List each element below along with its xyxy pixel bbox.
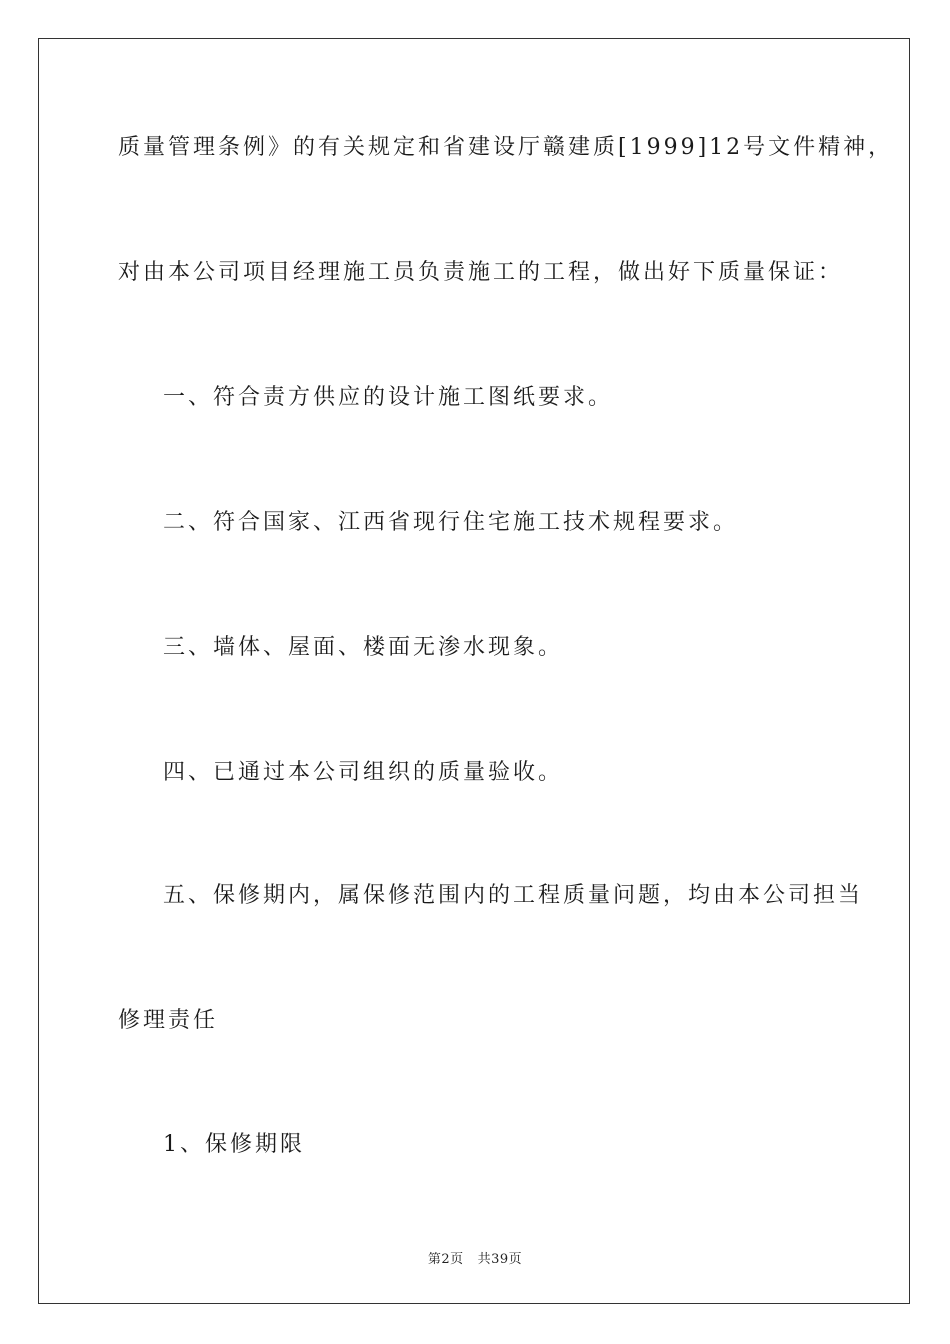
body-line-1: 质量管理条例》的有关规定和省建设厅赣建质[1999]12号文件精神， — [118, 135, 894, 160]
item-4: 四、已通过本公司组织的质量验收。 — [163, 760, 564, 785]
body-line-2: 对由本公司项目经理施工员负责施工的工程，做出好下质量保证： — [118, 260, 844, 285]
item-1: 一、符合责方供应的设计施工图纸要求。 — [163, 385, 614, 410]
page-number: 第2页 — [427, 1252, 464, 1267]
item-2: 二、符合国家、江西省现行住宅施工技术规程要求。 — [163, 510, 739, 535]
page-total: 共39页 — [477, 1252, 523, 1267]
subsection-heading: 1、保修期限 — [163, 1132, 305, 1157]
page-border — [38, 38, 910, 1304]
item-5: 五、保修期内，属保修范围内的工程质量问题，均由本公司担当 — [163, 883, 864, 908]
page-footer — [0, 1248, 950, 1267]
item-5-continuation: 修理责任 — [118, 1008, 219, 1033]
item-3: 三、墙体、屋面、楼面无渗水现象。 — [163, 635, 564, 660]
